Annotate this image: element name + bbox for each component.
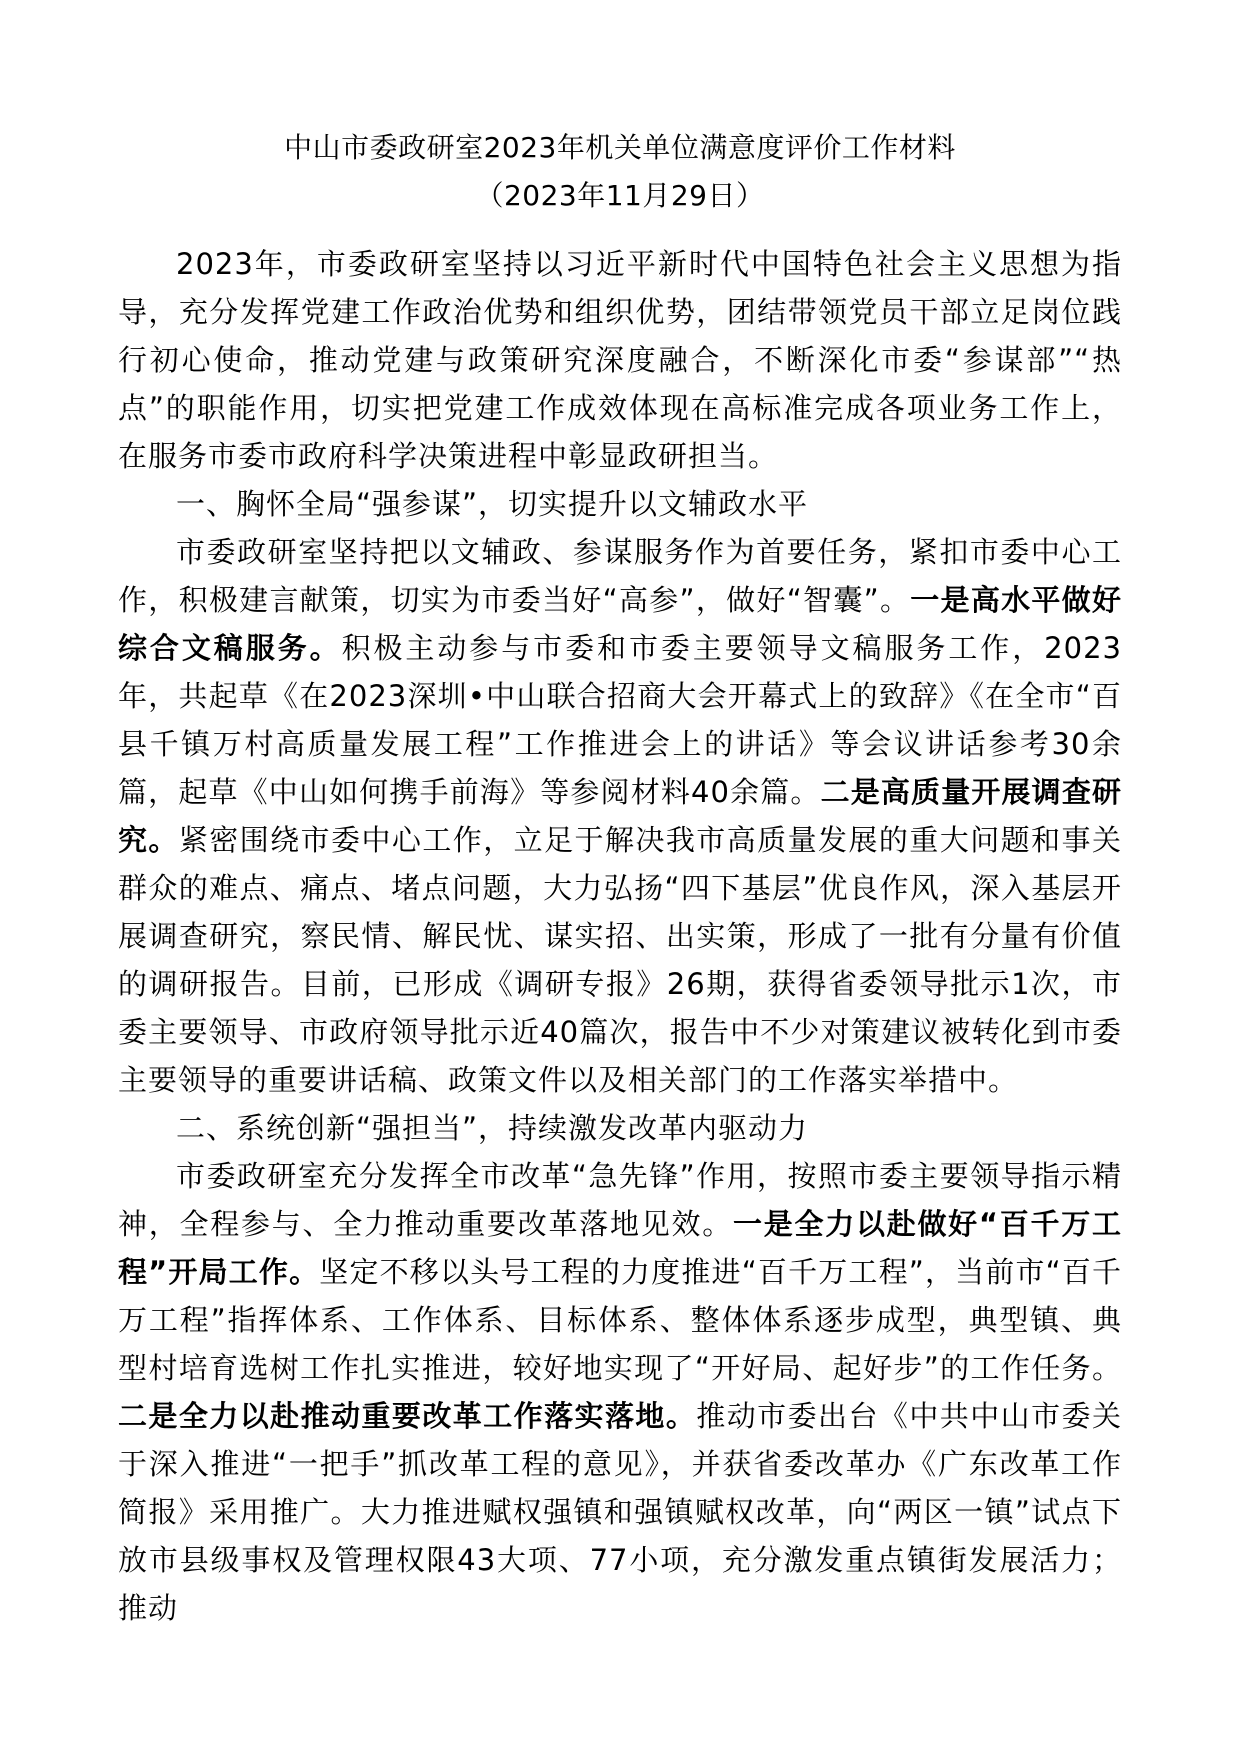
document-title: 中山市委政研室2023年机关单位满意度评价工作材料 xyxy=(284,131,956,164)
section1-bold-2: 二是高质量开展调查研究。 xyxy=(118,775,1122,857)
section2-text-3: 推动市委出台《中共中山市委关于深入推进“一把手”抓改革工程的意见》，并获省委改革办《广东改革工作简报》采用推广。大力推进赋权强镇和强镇赋权改革，向“两区一镇”试点下放市县级事权及管理权限43大项、77小项，充分激发重点镇街发展活力；推动 xyxy=(118,1399,1122,1625)
document-date: （2023年11月29日） xyxy=(475,179,765,212)
section2-bold-1: 一是全力以赴做好“百千万工程”开局工作。 xyxy=(118,1207,1122,1289)
intro-paragraph: 2023年，市委政研室坚持以习近平新时代中国特色社会主义思想为指导，充分发挥党建工作政治优势和组织优势，团结带领党员干部立足岗位践行初心使命，推动党建与政策研究深度融合，不断深化市委“参谋部”“热点”的职能作用，切实把党建工作成效体现在高标准完成各项业务工作上，在服务市委市政府科学决策进程中彰显政研担当。 xyxy=(118,247,1122,473)
section2-heading: 二、系统创新“强担当”，持续激发改革内驱动力 xyxy=(176,1111,809,1145)
section2-paragraph xyxy=(118,1152,1122,1632)
section1-paragraph xyxy=(118,528,1122,1104)
section1-text-3: 紧密围绕市委中心工作，立足于解决我市高质量发展的重大问题和事关群众的难点、痛点、堵点问题，大力弘扬“四下基层”优良作风，深入基层开展调查研究，察民情、解民忧、谋实招、出实策，形成了一批有分量有价值的调研报告。目前，已形成《调研专报》26期，获得省委领导批示1次，市委主要领导、市政府领导批示近40篇次，报告中不少对策建议被转化到市委主要领导的重要讲话稿、政策文件以及相关部门的工作落实举措中。 xyxy=(118,823,1122,1097)
section1-text-2: 积极主动参与市委和市委主要领导文稿服务工作，2023年，共起草《在2023深圳•中山联合招商大会开幕式上的致辞》《在全市“百县千镇万村高质量发展工程”工作推进会上的讲话》等会议讲话参考30余篇，起草《中山如何携手前海》等参阅材料40余篇。 xyxy=(118,631,1122,809)
section1-heading: 一、胸怀全局“强参谋”，切实提升以文辅政水平 xyxy=(176,487,809,521)
section2-bold-2: 二是全力以赴推动重要改革工作落实落地。 xyxy=(118,1399,697,1433)
section2-text-2: 坚定不移以头号工程的力度推进“百千万工程”，当前市“百千万工程”指挥体系、工作体系、目标体系、整体体系逐步成型，典型镇、典型村培育选树工作扎实推进，较好地实现了“开好局、起好步”的工作任务。 xyxy=(118,1255,1123,1385)
section1-bold-1: 一是高水平做好综合文稿服务。 xyxy=(118,583,1122,665)
document-body xyxy=(118,240,1122,1632)
section1-text-1: 市委政研室坚持把以文辅政、参谋服务作为首要任务，紧扣市委中心工作，积极建言献策，切实为市委当好“高参”，做好“智囊”。 xyxy=(118,535,1122,617)
section2-text-1: 市委政研室充分发挥全市改革“急先锋”作用，按照市委主要领导指示精神，全程参与、全力推动重要改革落地见效。 xyxy=(118,1159,1122,1241)
